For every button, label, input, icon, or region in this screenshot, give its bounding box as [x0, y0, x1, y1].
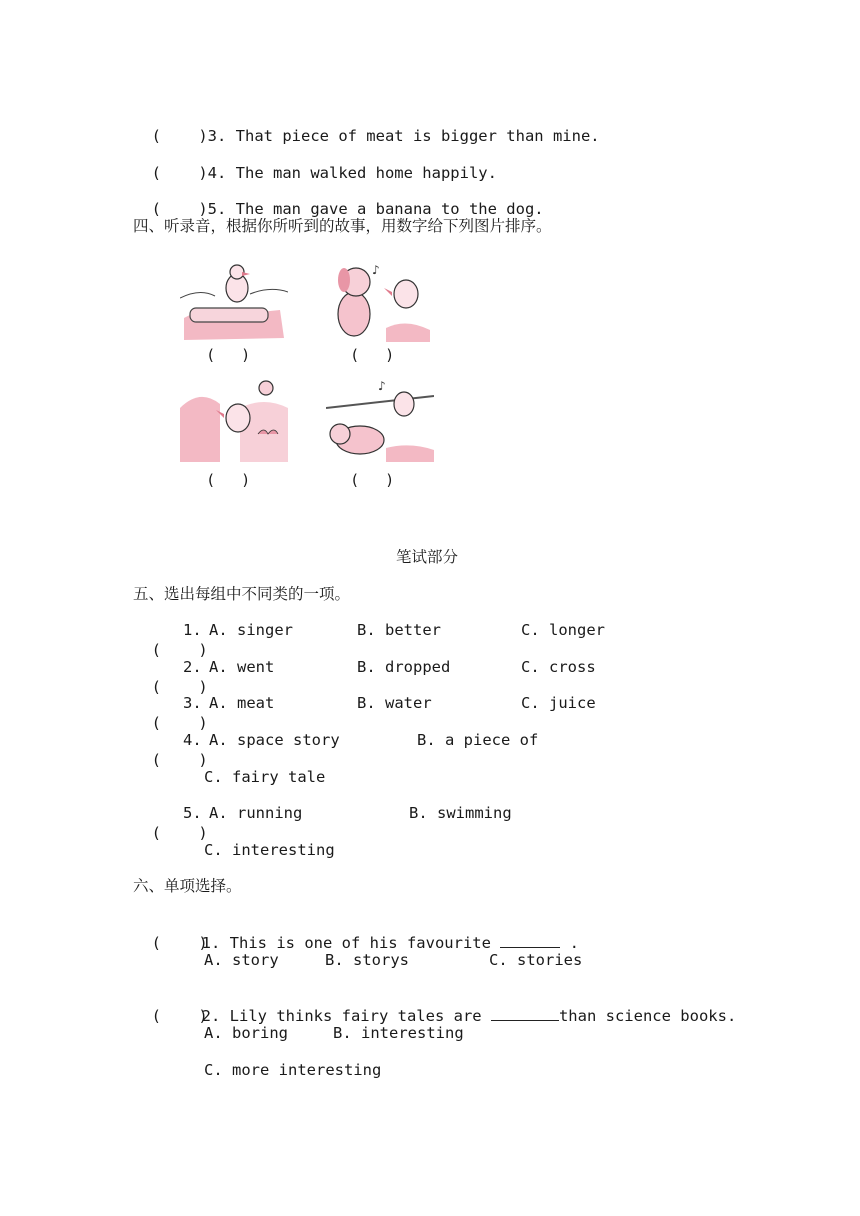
listening-item-3 — [133, 106, 600, 146]
stem-text: 2. Lily thinks fairy tales are — [201, 1007, 491, 1025]
option-c: C. longer — [521, 621, 605, 639]
option-a: A. singer — [209, 621, 293, 639]
answer-bracket[interactable]: ( ) — [151, 200, 208, 218]
option-a: A. went — [209, 658, 275, 676]
option-a: A. meat — [209, 694, 275, 712]
answer-bracket[interactable]: ( ) — [151, 678, 208, 696]
bird-sun-butterfly-picture — [180, 378, 288, 462]
option-c: C. juice — [521, 694, 596, 712]
item-text: 4. The man walked home happily. — [207, 164, 497, 182]
option-b: B. water — [357, 694, 432, 712]
item-text: 3. That piece of meat is bigger than mine. — [207, 127, 600, 145]
option-b: B. swimming — [409, 804, 512, 822]
answer-bracket[interactable]: ( ) — [151, 164, 208, 182]
bird-and-running-dog-picture — [326, 378, 434, 462]
option-c: C. fairy tale — [204, 768, 326, 786]
question-stem — [183, 986, 736, 1026]
picture-2-answer[interactable]: ( ) — [352, 346, 393, 364]
option-b: B. interesting — [333, 1024, 464, 1042]
answer-bracket[interactable]: ( ) — [151, 751, 208, 769]
stem-text-end: . — [560, 934, 579, 952]
option-b: B. a piece of — [417, 731, 539, 749]
answer-bracket[interactable]: ( ) — [151, 641, 208, 659]
svg-text:♪: ♪ — [372, 263, 380, 277]
section6-heading: 六、单项选择。 — [133, 877, 242, 895]
option-number: 3. — [183, 694, 202, 712]
section5-heading: 五、选出每组中不同类的一项。 — [133, 585, 351, 603]
option-a: A. story — [204, 951, 279, 969]
option-b: B. storys — [325, 951, 409, 969]
stem-text-end: than science books. — [558, 1007, 737, 1025]
listening-item-5 — [133, 179, 544, 219]
bird-on-log-picture — [180, 258, 288, 342]
listening-item-4 — [133, 143, 497, 183]
written-part-title: 笔试部分 — [396, 548, 459, 566]
option-number: 1. — [183, 621, 202, 639]
answer-bracket[interactable]: ( ) — [151, 714, 208, 732]
picture-3-answer[interactable]: ( ) — [208, 471, 249, 489]
option-b: B. dropped — [357, 658, 451, 676]
option-c: C. stories — [489, 951, 583, 969]
option-c: C. cross — [521, 658, 596, 676]
option-number: 2. — [183, 658, 202, 676]
option-number: 4. — [183, 731, 202, 749]
option-number: 5. — [183, 804, 202, 822]
option-b: B. better — [357, 621, 441, 639]
answer-bracket[interactable]: ( ) — [151, 934, 208, 952]
fill-blank[interactable] — [500, 933, 560, 948]
svg-text:♪: ♪ — [378, 379, 386, 393]
section4-heading: 四、听录音，根据你所听到的故事，用数字给下列图片排序。 — [133, 217, 552, 235]
answer-bracket[interactable]: ( ) — [151, 824, 208, 842]
answer-bracket[interactable]: ( ) — [151, 127, 208, 145]
option-a: A. boring — [204, 1024, 288, 1042]
option-c: C. more interesting — [204, 1061, 382, 1079]
option-a: A. space story — [209, 731, 340, 749]
picture-1-answer[interactable]: ( ) — [208, 346, 249, 364]
stem-text: 1. This is one of his favourite — [201, 934, 501, 952]
answer-bracket[interactable]: ( ) — [151, 1007, 208, 1025]
item-text: 5. The man gave a banana to the dog. — [207, 200, 544, 218]
fill-blank[interactable] — [491, 1006, 559, 1021]
picture-4-answer[interactable]: ( ) — [352, 471, 393, 489]
option-c: C. interesting — [204, 841, 335, 859]
option-a: A. running — [209, 804, 303, 822]
dog-and-singing-bird-picture — [326, 258, 434, 342]
question-stem — [183, 913, 579, 953]
